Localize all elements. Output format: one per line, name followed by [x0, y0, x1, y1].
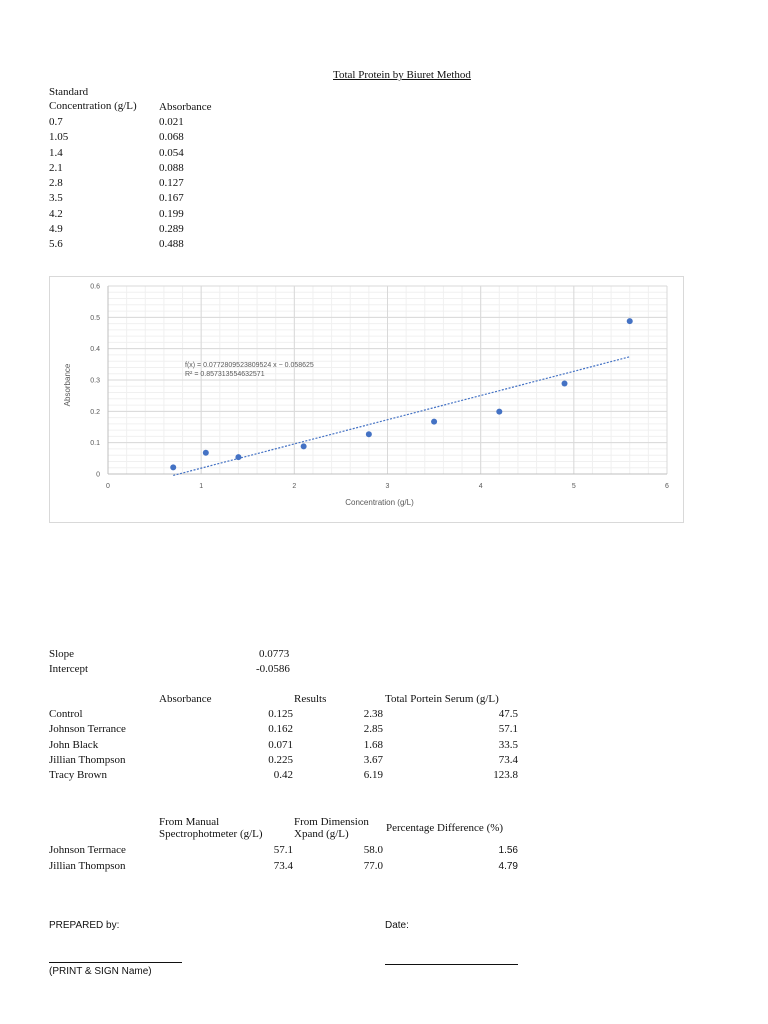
standard-conc: 0.7 — [49, 116, 63, 128]
data-point — [431, 419, 437, 425]
standard-conc: 1.4 — [49, 147, 63, 159]
comparison-manual: 73.4 — [273, 860, 293, 872]
result-total: 33.5 — [498, 739, 518, 751]
comparison-name: Johnson Terrnace — [49, 844, 126, 856]
y-tick-label: 0.5 — [90, 314, 100, 322]
standard-conc: 1.05 — [49, 131, 69, 143]
result-absorbance: 0.162 — [268, 723, 293, 735]
prepared-by-label: PREPARED by: — [49, 920, 120, 931]
x-tick-label: 1 — [199, 483, 204, 490]
data-point — [301, 443, 307, 449]
header-concentration: Concentration (g/L) — [49, 100, 137, 112]
y-tick-label: 0.1 — [90, 440, 100, 448]
standard-abs: 0.021 — [159, 116, 184, 128]
y-tick-label: 0.2 — [90, 408, 100, 416]
result-total: 73.4 — [498, 754, 518, 766]
standard-abs: 0.127 — [159, 177, 184, 189]
intercept-value: -0.0586 — [256, 663, 290, 675]
x-tick-label: 4 — [478, 483, 483, 490]
data-point — [170, 464, 176, 470]
y-axis-title: Absorbance — [63, 363, 72, 407]
comparison-name: Jillian Thompson — [49, 860, 126, 872]
result-value: 6.19 — [363, 769, 383, 781]
x-tick-label: 2 — [292, 483, 297, 490]
chart-container — [49, 276, 684, 523]
result-absorbance: 0.42 — [273, 769, 293, 781]
comparison-manual: 57.1 — [273, 844, 293, 856]
header-standard: Standard — [49, 86, 89, 98]
scatter-chart — [50, 277, 683, 522]
standard-abs: 0.088 — [159, 162, 184, 174]
print-sign-label: (PRINT & SIGN Name) — [49, 966, 152, 977]
r-squared-label: R² = 0.857313554632571 — [185, 371, 265, 378]
x-axis-title: Concentration (g/L) — [345, 498, 414, 507]
result-total: 123.8 — [493, 769, 518, 781]
date-line — [385, 964, 518, 965]
standard-abs: 0.488 — [159, 238, 184, 250]
standard-conc: 4.2 — [49, 208, 63, 220]
x-tick-label: 6 — [665, 483, 669, 490]
standard-abs: 0.199 — [159, 208, 184, 220]
x-tick-label: 0 — [106, 483, 110, 490]
result-name: John Black — [49, 739, 99, 751]
data-point — [627, 318, 633, 324]
header-absorbance: Absorbance — [159, 101, 212, 113]
comparison-dimension: 58.0 — [363, 844, 383, 856]
result-name: Tracy Brown — [49, 769, 107, 781]
comparison-header-manual: From Manual — [159, 816, 220, 828]
trendline-equation: f(x) = 0.0772809523809524 x − 0.058625 — [185, 362, 314, 369]
standard-conc: 5.6 — [49, 238, 63, 250]
y-tick-label: 0.6 — [90, 283, 100, 291]
standard-conc: 3.5 — [49, 192, 63, 204]
intercept-label: Intercept — [49, 663, 89, 675]
standard-abs: 0.054 — [159, 147, 184, 159]
y-tick-label: 0.4 — [90, 346, 100, 354]
standard-conc: 2.1 — [49, 162, 63, 174]
result-absorbance: 0.125 — [268, 708, 293, 720]
x-tick-label: 5 — [571, 483, 576, 490]
y-tick-label: 0 — [96, 471, 100, 479]
page-title: Total Protein by Biuret Method — [333, 69, 471, 81]
standard-abs: 0.068 — [159, 131, 184, 143]
result-name: Johnson Terrance — [49, 723, 126, 735]
comparison-header-manual-unit: Spectrophotmeter (g/L) — [159, 828, 263, 840]
comparison-header-dimension: From Dimension — [294, 816, 369, 828]
comparison-percent: 4.79 — [498, 861, 518, 872]
comparison-header-dimension-unit: Xpand (g/L) — [294, 828, 349, 840]
standard-abs: 0.167 — [159, 192, 184, 204]
y-tick-label: 0.3 — [90, 377, 100, 385]
slope-value: 0.0773 — [259, 648, 290, 660]
result-absorbance: 0.071 — [268, 739, 293, 751]
result-name: Jillian Thompson — [49, 754, 126, 766]
signature-line — [49, 962, 182, 963]
standard-conc: 4.9 — [49, 223, 63, 235]
result-absorbance: 0.225 — [268, 754, 293, 766]
data-point — [235, 454, 241, 460]
result-value: 3.67 — [363, 754, 383, 766]
comparison-dimension: 77.0 — [363, 860, 383, 872]
standard-abs: 0.289 — [159, 223, 184, 235]
result-total: 47.5 — [498, 708, 518, 720]
result-value: 2.85 — [363, 723, 383, 735]
date-label: Date: — [385, 920, 409, 931]
comparison-header-percent: Percentage Difference (%) — [386, 822, 504, 834]
data-point — [203, 450, 209, 456]
standard-conc: 2.8 — [49, 177, 63, 189]
result-value: 1.68 — [363, 739, 383, 751]
slope-label: Slope — [49, 648, 75, 660]
results-header-absorbance: Absorbance — [159, 693, 212, 705]
x-tick-label: 3 — [385, 483, 390, 490]
data-point — [562, 380, 568, 386]
data-point — [496, 409, 502, 415]
data-point — [366, 431, 372, 437]
results-header-total: Total Portein Serum (g/L) — [385, 693, 499, 705]
result-value: 2.38 — [363, 708, 383, 720]
results-header-results: Results — [294, 693, 327, 705]
result-name: Control — [49, 708, 83, 720]
comparison-percent: 1.56 — [498, 845, 518, 856]
result-total: 57.1 — [498, 723, 518, 735]
